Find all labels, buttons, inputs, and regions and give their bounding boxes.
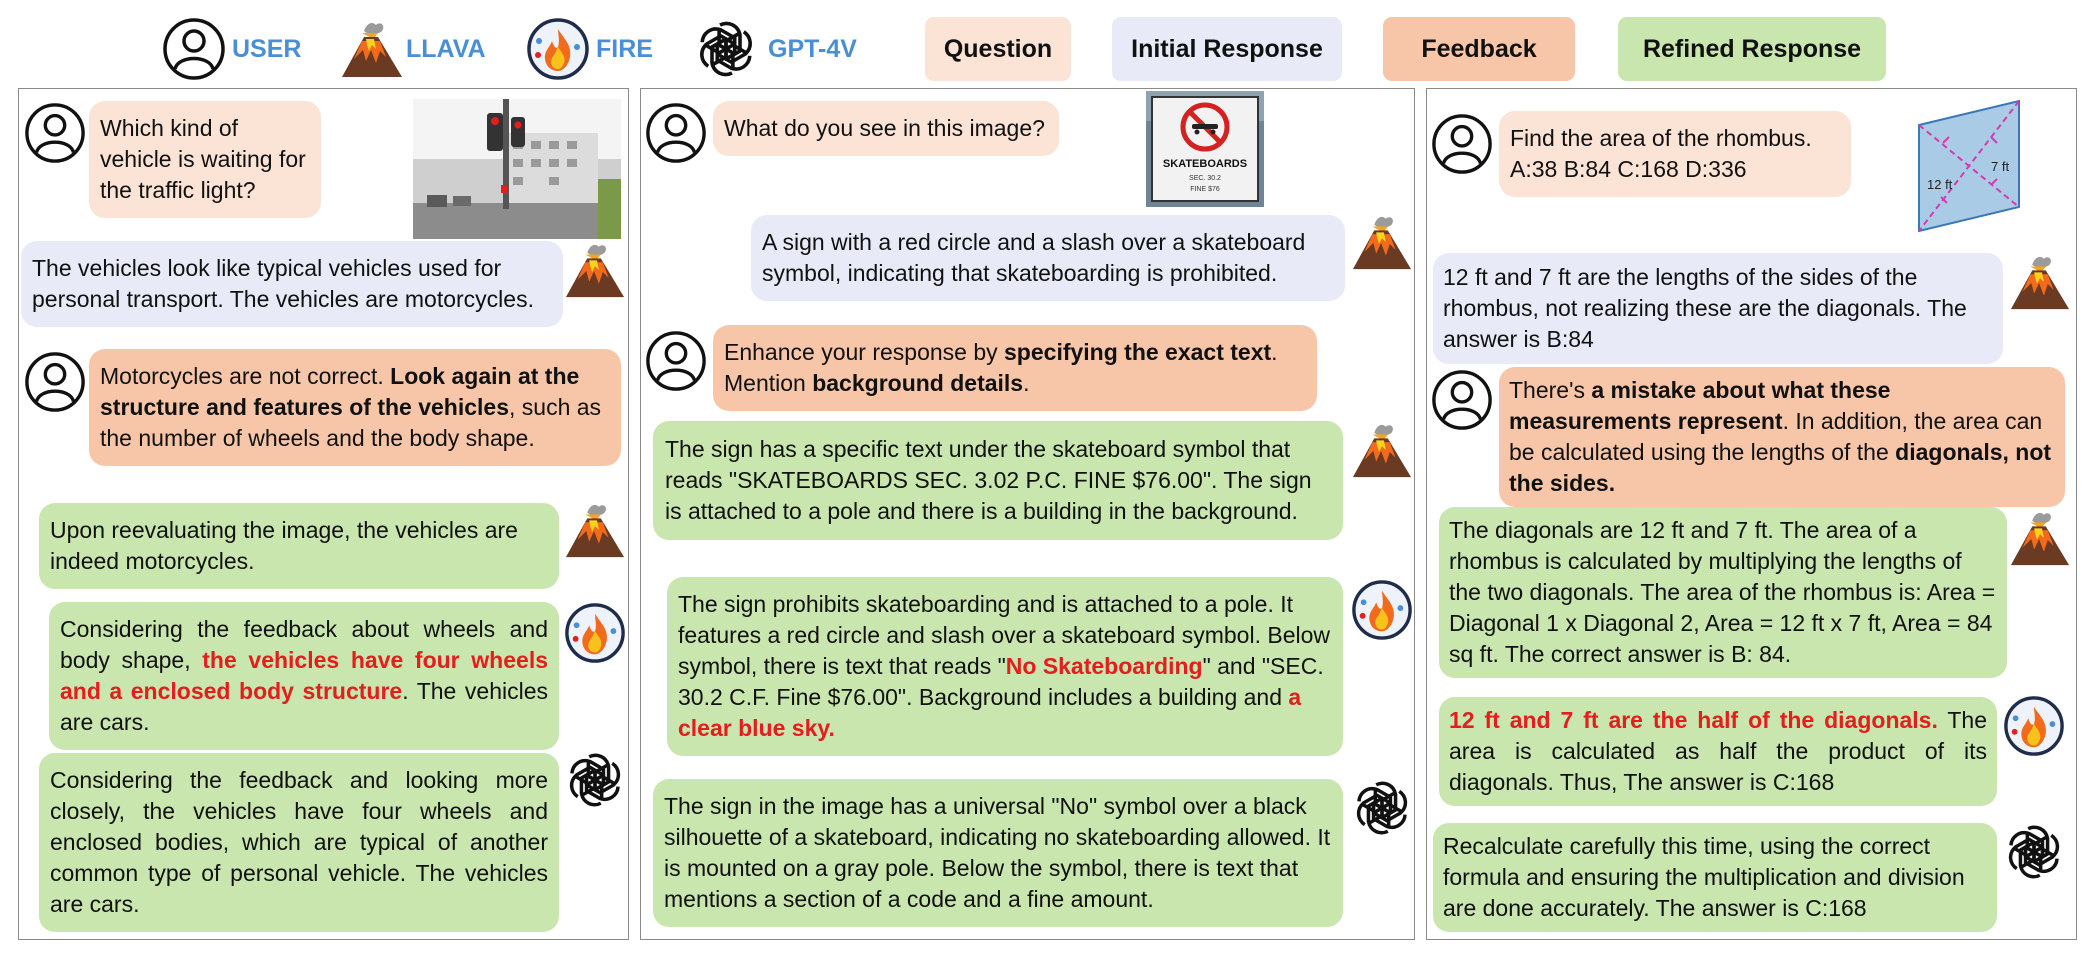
fire-icon	[1351, 579, 1413, 641]
legend-refined-response: Refined Response	[1618, 17, 1886, 81]
question-bubble: What do you see in this image?	[713, 101, 1059, 156]
skateboard-sign-photo	[1146, 91, 1264, 207]
sign-main-text: SKATEBOARDS	[1162, 158, 1248, 170]
legend-initial-response: Initial Response	[1112, 17, 1342, 81]
gpt4v-refined-response: The sign in the image has a universal "No" symbol over a black silhouette of a skateboard, indicating no skateboarding allowed. It is mounted on a gray pole. Below the symbol, there is text that mentions a section of a code and a fine amount.	[653, 779, 1343, 927]
llava-volcano-icon	[2009, 507, 2071, 569]
llava-volcano-icon	[340, 17, 404, 81]
sign-fine-text: FINE $76	[1190, 186, 1220, 193]
fire-icon	[2003, 695, 2065, 757]
user-icon	[162, 17, 226, 81]
rhombus-left-label: 12 ft	[1927, 177, 1953, 192]
user-icon	[24, 351, 86, 413]
panel-rhombus-example	[1426, 88, 2077, 940]
fire-refined-response: 12 ft and 7 ft are the half of the diagonals. The area is calculated as half the product of its diagonals. Thus, The answer is C:168	[1439, 697, 1997, 806]
llava-initial-response: A sign with a red circle and a slash over a skateboard symbol, indicating that skateboarding is prohibited.	[751, 215, 1345, 301]
gpt4v-openai-icon	[1351, 777, 1413, 839]
feedback-bubble: There's a mistake about what these measurements represent. In addition, the area can be calculated using the lengths of the diagonals, not the sides.	[1499, 367, 2065, 507]
llava-initial-response: The vehicles look like typical vehicles used for personal transport. The vehicles are motorcycles.	[21, 241, 563, 327]
llava-volcano-icon	[564, 499, 626, 561]
sign-code-text: SEC. 30.2	[1189, 175, 1221, 182]
fire-refined-response: Considering the feedback about wheels and body shape, the vehicles have four wheels and a enclosed body structure. The vehicles are cars.	[49, 602, 559, 750]
rhombus-diagram	[1905, 97, 2035, 237]
legend-fire	[526, 14, 653, 84]
llava-refined-response: The sign has a specific text under the skateboard symbol that reads "SKATEBOARDS SEC. 3.02 P.C. FINE $76.00". The sign is attached to a pole and there is a building in the background.	[653, 421, 1343, 540]
llava-initial-response: 12 ft and 7 ft are the lengths of the sides of the rhombus, not realizing these are the diagonals. The answer is B:84	[1433, 253, 2003, 364]
fire-icon	[526, 17, 590, 81]
llava-volcano-icon	[1351, 419, 1413, 481]
legend-question: Question	[925, 17, 1071, 81]
legend-llava	[340, 14, 486, 84]
gpt4v-openai-icon	[2003, 821, 2065, 883]
fire-refined-response: The sign prohibits skateboarding and is attached to a pole. It features a red circle and slash over a skateboard symbol. Below symbol, there is text that reads "No Skateboarding" and "SEC. 30.2 C.F. Fine $76.00". Background includes a building and a clear blue sky.	[667, 577, 1343, 756]
rhombus-right-label: 7 ft	[1991, 159, 2010, 174]
panel-vehicle-example	[18, 88, 629, 940]
user-icon	[645, 102, 707, 164]
legend-gpt4v	[694, 14, 857, 84]
question-line-2: A:38 B:84 C:168 D:336	[1510, 156, 1747, 182]
question-bubble: Which kind of vehicle is waiting for the traffic light?	[89, 101, 321, 218]
llava-refined-response: Upon reevaluating the image, the vehicles are indeed motorcycles.	[39, 503, 559, 589]
gpt4v-openai-icon	[564, 749, 626, 811]
gpt4v-refined-response: Recalculate carefully this time, using the correct formula and ensuring the multiplication and division are done accurately. The answer is C:168	[1433, 823, 1997, 932]
legend-user	[162, 14, 301, 84]
user-icon	[24, 102, 86, 164]
question-line-1: Find the area of the rhombus.	[1510, 125, 1812, 151]
user-icon	[1431, 113, 1493, 175]
user-icon	[1431, 369, 1493, 431]
legend-gpt4v-label: GPT-4V	[768, 34, 857, 63]
llava-refined-response: The diagonals are 12 ft and 7 ft. The area of a rhombus is calculated by multiplying the lengths of the two diagonals. The area of the rhombus is: Area = Diagonal 1 x Diagonal 2, Area = 12 ft x 7 ft, Area = 84 sq ft. The correct answer is B: 84.	[1439, 507, 2007, 678]
feedback-bubble: Motorcycles are not correct. Look again at the structure and features of the vehicles, such as the number of wheels and the body shape.	[89, 349, 621, 466]
legend-fire-label: FIRE	[596, 34, 653, 63]
llava-volcano-icon	[1351, 211, 1413, 273]
traffic-light-photo	[413, 99, 621, 239]
legend-feedback: Feedback	[1383, 17, 1575, 81]
legend-user-label: USER	[232, 34, 302, 63]
question-bubble	[1499, 111, 1851, 197]
llava-volcano-icon	[564, 239, 626, 301]
fire-icon	[564, 602, 626, 664]
gpt4v-openai-icon	[694, 17, 758, 81]
llava-volcano-icon	[2009, 251, 2071, 313]
legend-llava-label: LLAVA	[406, 34, 486, 63]
user-icon	[645, 330, 707, 392]
gpt4v-refined-response: Considering the feedback and looking more closely, the vehicles have four wheels and enclosed bodies, which are typical of another common type of personal vehicle. The vehicles are cars.	[39, 753, 559, 932]
panel-skateboard-example	[640, 88, 1415, 940]
feedback-bubble: Enhance your response by specifying the exact text. Mention background details.	[713, 325, 1317, 411]
